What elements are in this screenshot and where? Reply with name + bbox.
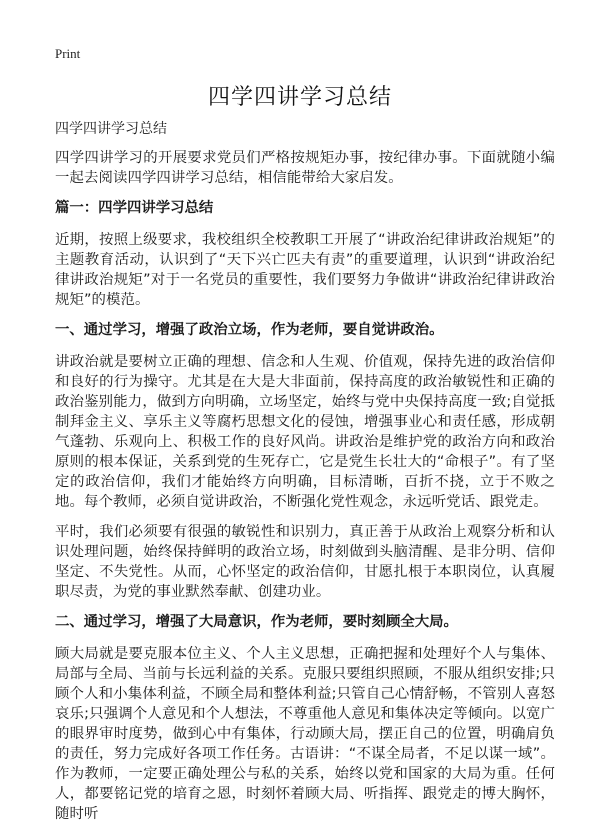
section-1-paragraph-2: 平时，我们必须要有很强的敏锐性和识别力，真正善于从政治上观察分析和认识处理问题，始终保持鲜明的政治立场，时刻做到头脑清醒、是非分明、信仰坚定、不失党性。从而，心怀坚定的政治信仰，甘愿扎根于本职岗位，认真履职尽责，为党的事业默然奉献、创建功业。: [55, 524, 555, 600]
document-title: 四学四讲学习总结: [207, 85, 392, 110]
document-subtitle: 四学四讲学习总结: [55, 121, 167, 137]
document-body: [55, 148, 555, 834]
section-heading-1: 一、通过学习，增强了政治立场，作为老师，要自觉讲政治。: [55, 322, 444, 338]
article-heading: 篇一：四学四讲学习总结: [55, 200, 214, 216]
section-heading-2: 二、通过学习，增强了大局意识，作为老师，要时刻顾全大局。: [55, 614, 458, 630]
intro-paragraph: 四学四讲学习的开展要求党员们严格按规矩办事，按纪律办事。下面就随小编一起去阅读四学四讲学习总结，相信能带给大家启发。: [55, 150, 555, 186]
print-label: Print: [55, 46, 81, 61]
section-2-paragraph-1: 顾大局就是要克服本位主义、个人主义思想，正确把握和处理好个人与集体、局部与全局、当前与长远利益的关系。克服只要组织照顾，不服从组织安排;只顾个人和小集体利益，不顾全局和整体利益;只管自己心情舒畅，不管别人喜怒哀乐;只强调个人意见和个人想法，不尊重他人意见和集体决定等倾向。以宽广的眼界审时度势，做到心中有集体，行动顾大局，摆正自己的位置，明确肩负的责任，努力完成好各项工作任务。古语讲：“不谋全局者，不足以谋一域”。作为教师，一定要正确处理公与私的关系，始终以党和国家的大局为重。任何人，都要铭记党的培育之恩，时刻怀着顾大局、听指挥、跟党走的博大胸怀，随时听: [55, 646, 555, 822]
section-1-paragraph-1: 讲政治就是要树立正确的理想、信念和人生观、价值观，保持先进的政治信仰和良好的行为操守。尤其是在大是大非面前，保持高度的政治敏锐性和正确的政治鉴别能力，做到方向明确，立场坚定，始终与党中央保持高度一致;自觉抵制拜金主义、享乐主义等腐朽思想文化的侵蚀，增强事业心和责任感，形成朝气蓬勃、乐观向上、积极工作的良好风尚。讲政治是维护党的政治方向和政治原则的根本保证，关系到党的生死存亡，它是党生长壮大的“命根子”。有了坚定的政治信仰，我们才能始终方向明确，目标清晰，百折不挠，立于不败之地。每个教师，必须自觉讲政治，不断强化党性观念，永远听党话、跟党走。: [55, 354, 555, 510]
opening-paragraph: 近期，按照上级要求，我校组织全校教职工开展了“讲政治纪律讲政治规矩”的主题教育活动，认识到了“天下兴亡匹夫有责”的重要道理，认识到“讲政治纪律讲政治规矩”对于一名党员的重要性，我们要努力争做讲“讲政治纪律讲政治规矩”的模范。: [55, 232, 555, 308]
